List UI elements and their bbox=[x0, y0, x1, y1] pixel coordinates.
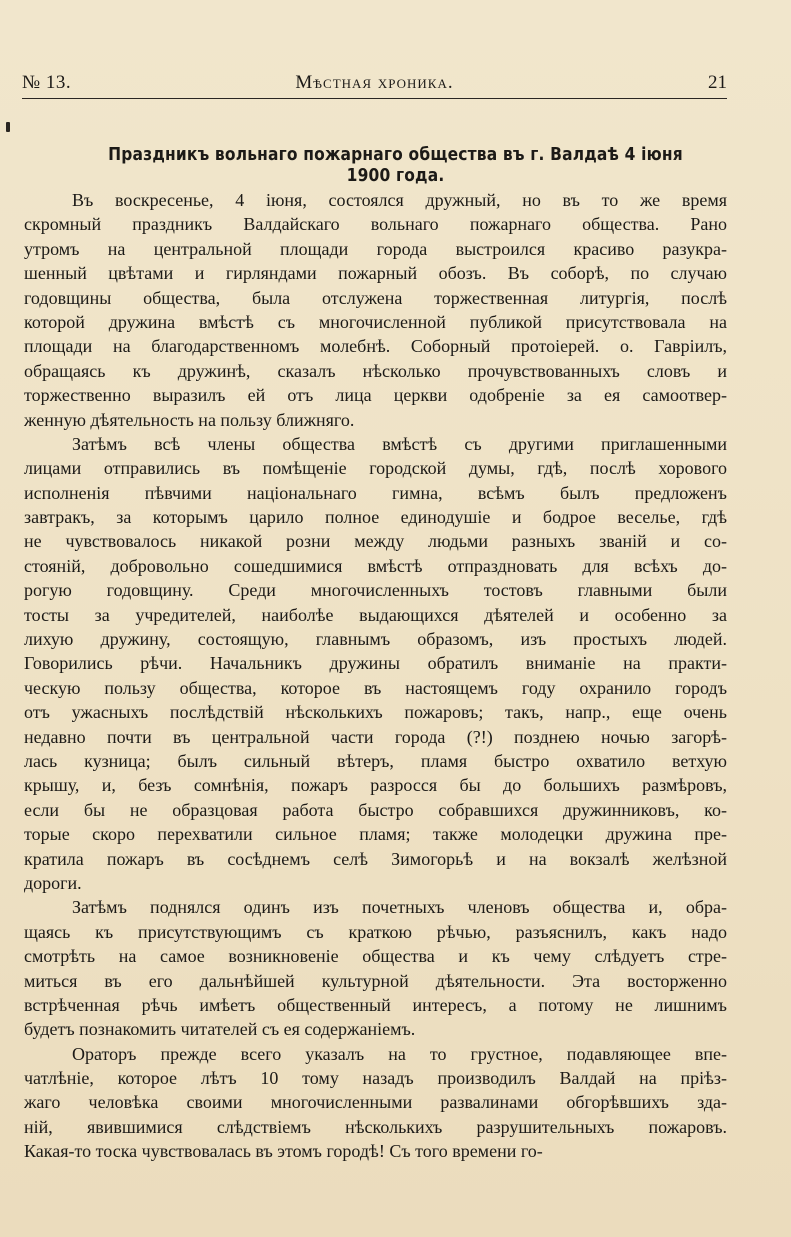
text-line: ческую пользу общества, которое въ настоящемъ году охранило городъ bbox=[24, 677, 727, 698]
text-line: жаго человѣка своими многочисленными развалинами обгорѣвшихъ зда- bbox=[24, 1092, 727, 1113]
text-line: Въ воскресенье, 4 іюня, состоялся дружный, но въ то же время bbox=[72, 190, 727, 210]
article-title: Праздникъ вольнаго пожарнаго общества въ г. Валдаѣ 4 іюня 1900 года. bbox=[108, 144, 683, 186]
text-line: лихую дружину, состоящую, главнымъ образомъ, изъ простыхъ людей. bbox=[24, 629, 727, 650]
running-header bbox=[22, 70, 727, 99]
text-line: Ораторъ прежде всего указалъ на то грустное, подавляющее впе- bbox=[72, 1043, 727, 1064]
text-line: ній, явившимися слѣдствіемъ нѣсколькихъ разрушительныхъ пожаровъ. bbox=[24, 1116, 727, 1137]
issue-number: № 13. bbox=[22, 72, 72, 93]
text-line: скромный праздникъ Валдайскаго вольнаго пожарнаго общества. Рано bbox=[24, 214, 727, 235]
text-line: которой дружина вмѣстѣ съ многочисленной публикой присутствовала на bbox=[24, 311, 727, 332]
text-line: женную дѣятельность на пользу ближняго. bbox=[24, 409, 355, 430]
paragraph bbox=[24, 188, 727, 432]
text-line: смотрѣть на самое возникновеніе общества и къ чему слѣдуетъ стре- bbox=[24, 946, 727, 967]
text-line: площади на благодарственномъ молебнѣ. Соборный протоіерей. о. Гавріилъ, bbox=[24, 336, 727, 357]
paragraph bbox=[24, 1042, 727, 1164]
text-line: будетъ познакомить читателей съ ея содержаніемъ. bbox=[24, 1019, 416, 1040]
text-line: крышу, и, безъ сомнѣнія, пожаръ разросся бы до большихъ размѣровъ, bbox=[24, 775, 727, 796]
text-line: торые скоро перехватили сильное пламя; также молодецки дружина пре- bbox=[24, 824, 727, 845]
paragraph bbox=[24, 895, 727, 1041]
text-line: не чувствовалось никакой розни между людьми разныхъ званій и со- bbox=[24, 531, 727, 552]
text-line: миться въ его дальнѣйшей культурной дѣятельности. Эта восторженно bbox=[24, 970, 727, 991]
page-number: 21 bbox=[708, 72, 727, 93]
text-line: тосты за учредителей, наиболѣе выдающихся дѣятелей и особенно за bbox=[24, 604, 727, 625]
text-line: обращаясь къ дружинѣ, сказалъ нѣсколько прочувствованныхъ словъ и bbox=[24, 360, 727, 381]
text-line: утромъ на центральной площади города выстроился красиво разукра- bbox=[24, 238, 727, 259]
article-body bbox=[24, 188, 727, 1164]
text-line: лась кузница; былъ сильный вѣтеръ, пламя быстро охватило ветхую bbox=[24, 750, 727, 771]
text-line: лицами отправились въ помѣщеніе городской думы, гдѣ, послѣ хорового bbox=[24, 458, 727, 479]
text-line: исполненія пѣвчими національнаго гимна, всѣмъ былъ предложенъ bbox=[24, 482, 727, 503]
text-line: Какая-то тоска чувствовалась въ этомъ городѣ! Съ того времени го- bbox=[24, 1141, 543, 1162]
text-line: чатлѣніе, которое лѣтъ 10 тому назадъ производилъ Валдай на пріѣз- bbox=[24, 1068, 727, 1089]
paragraph bbox=[24, 432, 727, 895]
text-line: кратила пожаръ въ сосѣднемъ селѣ Зимогорьѣ и на вокзалѣ желѣзной bbox=[24, 848, 727, 869]
margin-mark bbox=[6, 122, 10, 132]
text-line: щаясь къ присутствующимъ съ краткою рѣчью, разъяснилъ, какъ надо bbox=[24, 921, 727, 942]
section-title: Мѣстная хроника. bbox=[295, 72, 454, 93]
text-line: годовщины общества, была отслужена торжественная литургія, послѣ bbox=[24, 287, 727, 308]
text-line: рогую годовщину. Среди многочисленныхъ тостовъ главными были bbox=[24, 580, 727, 601]
text-line: завтракъ, за которымъ царило полное единодушіе и бодрое веселье, гдѣ bbox=[24, 507, 727, 528]
text-line: Затѣмъ поднялся одинъ изъ почетныхъ членовъ общества и, обра- bbox=[72, 897, 727, 918]
text-line: торжественно выразилъ ей отъ лица церкви одобреніе за ея самоотвер- bbox=[24, 385, 727, 406]
text-line: отъ ужасныхъ послѣдствій нѣсколькихъ пожаровъ; такъ, напр., еще очень bbox=[24, 702, 727, 723]
text-line: недавно почти въ центральной части города (?!) позднею ночью загорѣ- bbox=[24, 726, 727, 747]
text-line: дороги. bbox=[24, 872, 82, 893]
text-line: встрѣченная рѣчь имѣетъ общественный интересъ, а потому не лишнимъ bbox=[24, 994, 727, 1015]
text-line: если бы не образцовая работа быстро собравшихся дружинниковъ, ко- bbox=[24, 799, 727, 820]
text-line: стояній, добровольно сошедшимися вмѣстѣ отпраздновать для всѣхъ до- bbox=[24, 555, 727, 576]
text-line: Говорились рѣчи. Начальникъ дружины обратилъ вниманіе на практи- bbox=[24, 653, 727, 674]
text-line: Затѣмъ всѣ члены общества вмѣстѣ съ другими приглашенными bbox=[72, 433, 727, 454]
text-line: шенный цвѣтами и гирляндами пожарный обозъ. Въ соборѣ, по случаю bbox=[24, 263, 727, 284]
